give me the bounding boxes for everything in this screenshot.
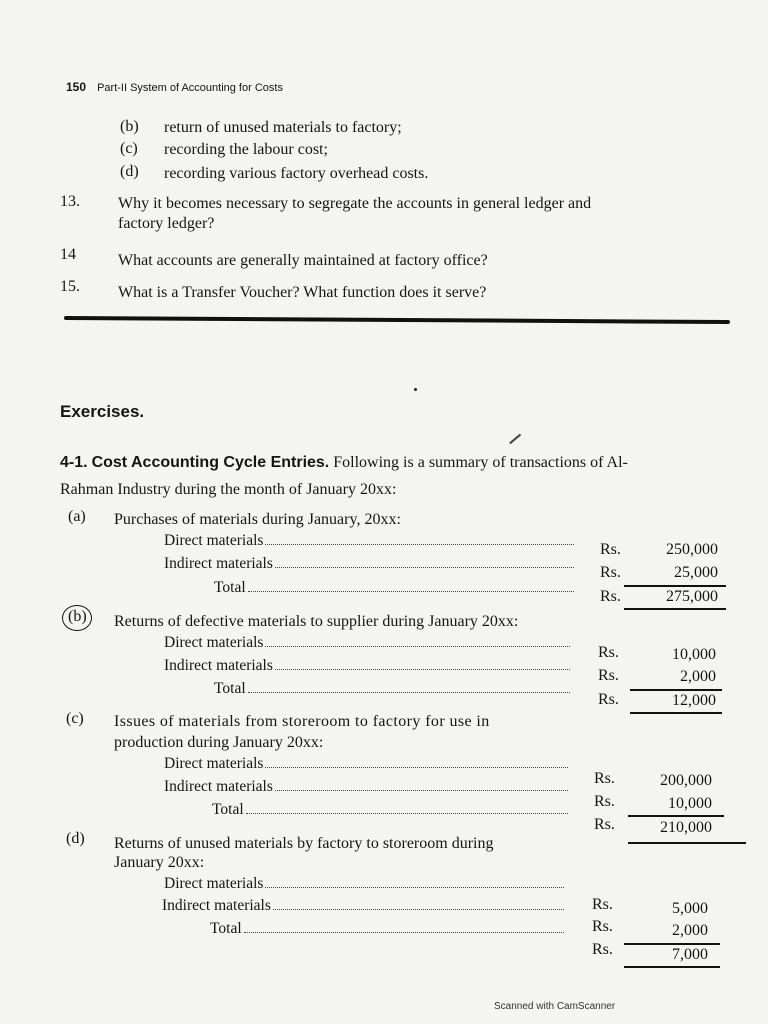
amount-value: 25,000 <box>674 564 718 581</box>
amount-value: 250,000 <box>666 541 718 558</box>
subquestion-text: return of unused materials to factory; <box>164 119 402 136</box>
item-heading: Purchases of materials during January, 20xx: <box>114 511 401 528</box>
scanner-watermark: Scanned with CamScanner <box>494 1001 616 1012</box>
running-title: Part-II System of Accounting for Costs <box>97 82 283 94</box>
amount-value: 200,000 <box>660 772 712 789</box>
item-heading: Returns of unused materials by factory to storeroom during <box>114 835 494 852</box>
line-item-name: Indirect materials <box>164 657 273 674</box>
subquestion-label: (d) <box>120 163 139 180</box>
line-item-row <box>164 875 568 893</box>
total-rule <box>630 712 722 714</box>
subtotal-rule <box>624 585 726 587</box>
item-label: (a) <box>68 508 86 525</box>
subquestion-label: (b) <box>120 118 139 135</box>
currency-label: Rs. <box>600 564 621 581</box>
amount-value: 2,000 <box>672 922 708 939</box>
line-item-name: Direct materials <box>164 532 264 549</box>
line-item-name: Direct materials <box>164 755 264 772</box>
problem-title: Cost Accounting Cycle Entries. <box>91 454 330 471</box>
amount-value: 7,000 <box>672 946 708 963</box>
item-heading: Returns of defective materials to supplier during January 20xx: <box>114 613 519 630</box>
currency-label: Rs. <box>592 918 613 935</box>
question-text-continued: factory ledger? <box>118 215 215 232</box>
question-number: 14 <box>60 246 76 263</box>
subtotal-rule <box>628 815 724 817</box>
item-label: (d) <box>66 830 85 847</box>
amount-value: 10,000 <box>672 646 716 663</box>
section-divider <box>64 316 730 324</box>
item-label: (c) <box>66 710 84 727</box>
line-item-row <box>164 778 572 796</box>
item-heading: Issues of materials from storeroom to factory for use in <box>114 713 490 730</box>
line-item-row <box>214 680 574 698</box>
dot-leader <box>265 646 570 647</box>
running-header <box>66 80 283 94</box>
item-heading-continued: January 20xx: <box>114 854 205 871</box>
currency-label: Rs. <box>594 816 615 833</box>
currency-label: Rs. <box>592 941 613 958</box>
total-rule <box>628 842 746 844</box>
amount-value: 12,000 <box>672 692 716 709</box>
dot-leader <box>265 544 574 545</box>
amount-value: 5,000 <box>672 900 708 917</box>
page-number: 150 <box>66 80 87 94</box>
currency-label: Rs. <box>592 896 613 913</box>
line-item-name: Indirect materials <box>162 897 271 914</box>
dot-leader <box>246 813 568 814</box>
question-text: What is a Transfer Voucher? What function does it serve? <box>118 284 487 301</box>
line-item-row <box>164 755 572 773</box>
line-item-row <box>162 897 568 915</box>
line-item-row <box>164 555 578 573</box>
subquestion-text: recording the labour cost; <box>164 141 328 158</box>
line-item-row <box>164 634 574 652</box>
item-label: (b) <box>68 608 87 625</box>
dot-leader <box>273 909 564 910</box>
pen-mark <box>509 434 521 444</box>
dot-leader <box>275 567 574 568</box>
subtotal-rule <box>630 689 722 691</box>
dot-leader <box>265 767 568 768</box>
line-item-row <box>164 657 574 675</box>
line-item-name: Direct materials <box>164 634 264 651</box>
currency-label: Rs. <box>594 793 615 810</box>
currency-label: Rs. <box>594 770 615 787</box>
line-item-name: Direct materials <box>164 875 264 892</box>
question-text: What accounts are generally maintained at factory office? <box>118 252 488 269</box>
amount-value: 275,000 <box>666 588 718 605</box>
question-number: 13. <box>60 193 80 210</box>
dot-leader <box>244 932 564 933</box>
question-number: 15. <box>60 278 80 295</box>
amount-value: 210,000 <box>660 819 712 836</box>
subtotal-rule <box>624 943 720 945</box>
dot-leader <box>275 669 570 670</box>
dot-leader <box>248 591 574 592</box>
currency-label: Rs. <box>598 667 619 684</box>
line-item-row <box>164 532 578 550</box>
problem-number: 4-1. <box>60 454 88 471</box>
line-item-name: Indirect materials <box>164 555 273 572</box>
total-rule <box>624 608 726 610</box>
line-item-row <box>210 920 568 938</box>
problem-intro-line1: Following is a summary of transactions of Al- <box>333 454 628 471</box>
currency-label: Rs. <box>600 541 621 558</box>
line-item-row <box>214 579 578 597</box>
amount-value: 10,000 <box>668 795 712 812</box>
currency-label: Rs. <box>598 644 619 661</box>
line-item-name: Total <box>214 579 246 596</box>
item-heading-continued: production during January 20xx: <box>114 734 324 751</box>
total-rule <box>624 966 720 968</box>
line-item-name: Total <box>210 920 242 937</box>
question-text: Why it becomes necessary to segregate the accounts in general ledger and <box>118 195 592 212</box>
subquestion-text: recording various factory overhead costs. <box>164 165 429 182</box>
dot-leader <box>265 887 564 888</box>
currency-label: Rs. <box>600 588 621 605</box>
problem-intro-line2: Rahman Industry during the month of January 20xx: <box>60 481 397 498</box>
problem-intro <box>60 452 720 474</box>
scan-speck <box>414 388 417 391</box>
amount-value: 2,000 <box>680 668 716 685</box>
exercises-heading: Exercises. <box>60 402 145 421</box>
dot-leader <box>248 692 570 693</box>
line-item-row <box>212 801 572 819</box>
line-item-name: Total <box>214 680 246 697</box>
line-item-name: Indirect materials <box>164 778 273 795</box>
currency-label: Rs. <box>598 691 619 708</box>
line-item-name: Total <box>212 801 244 818</box>
subquestion-label: (c) <box>120 140 138 157</box>
dot-leader <box>275 790 568 791</box>
